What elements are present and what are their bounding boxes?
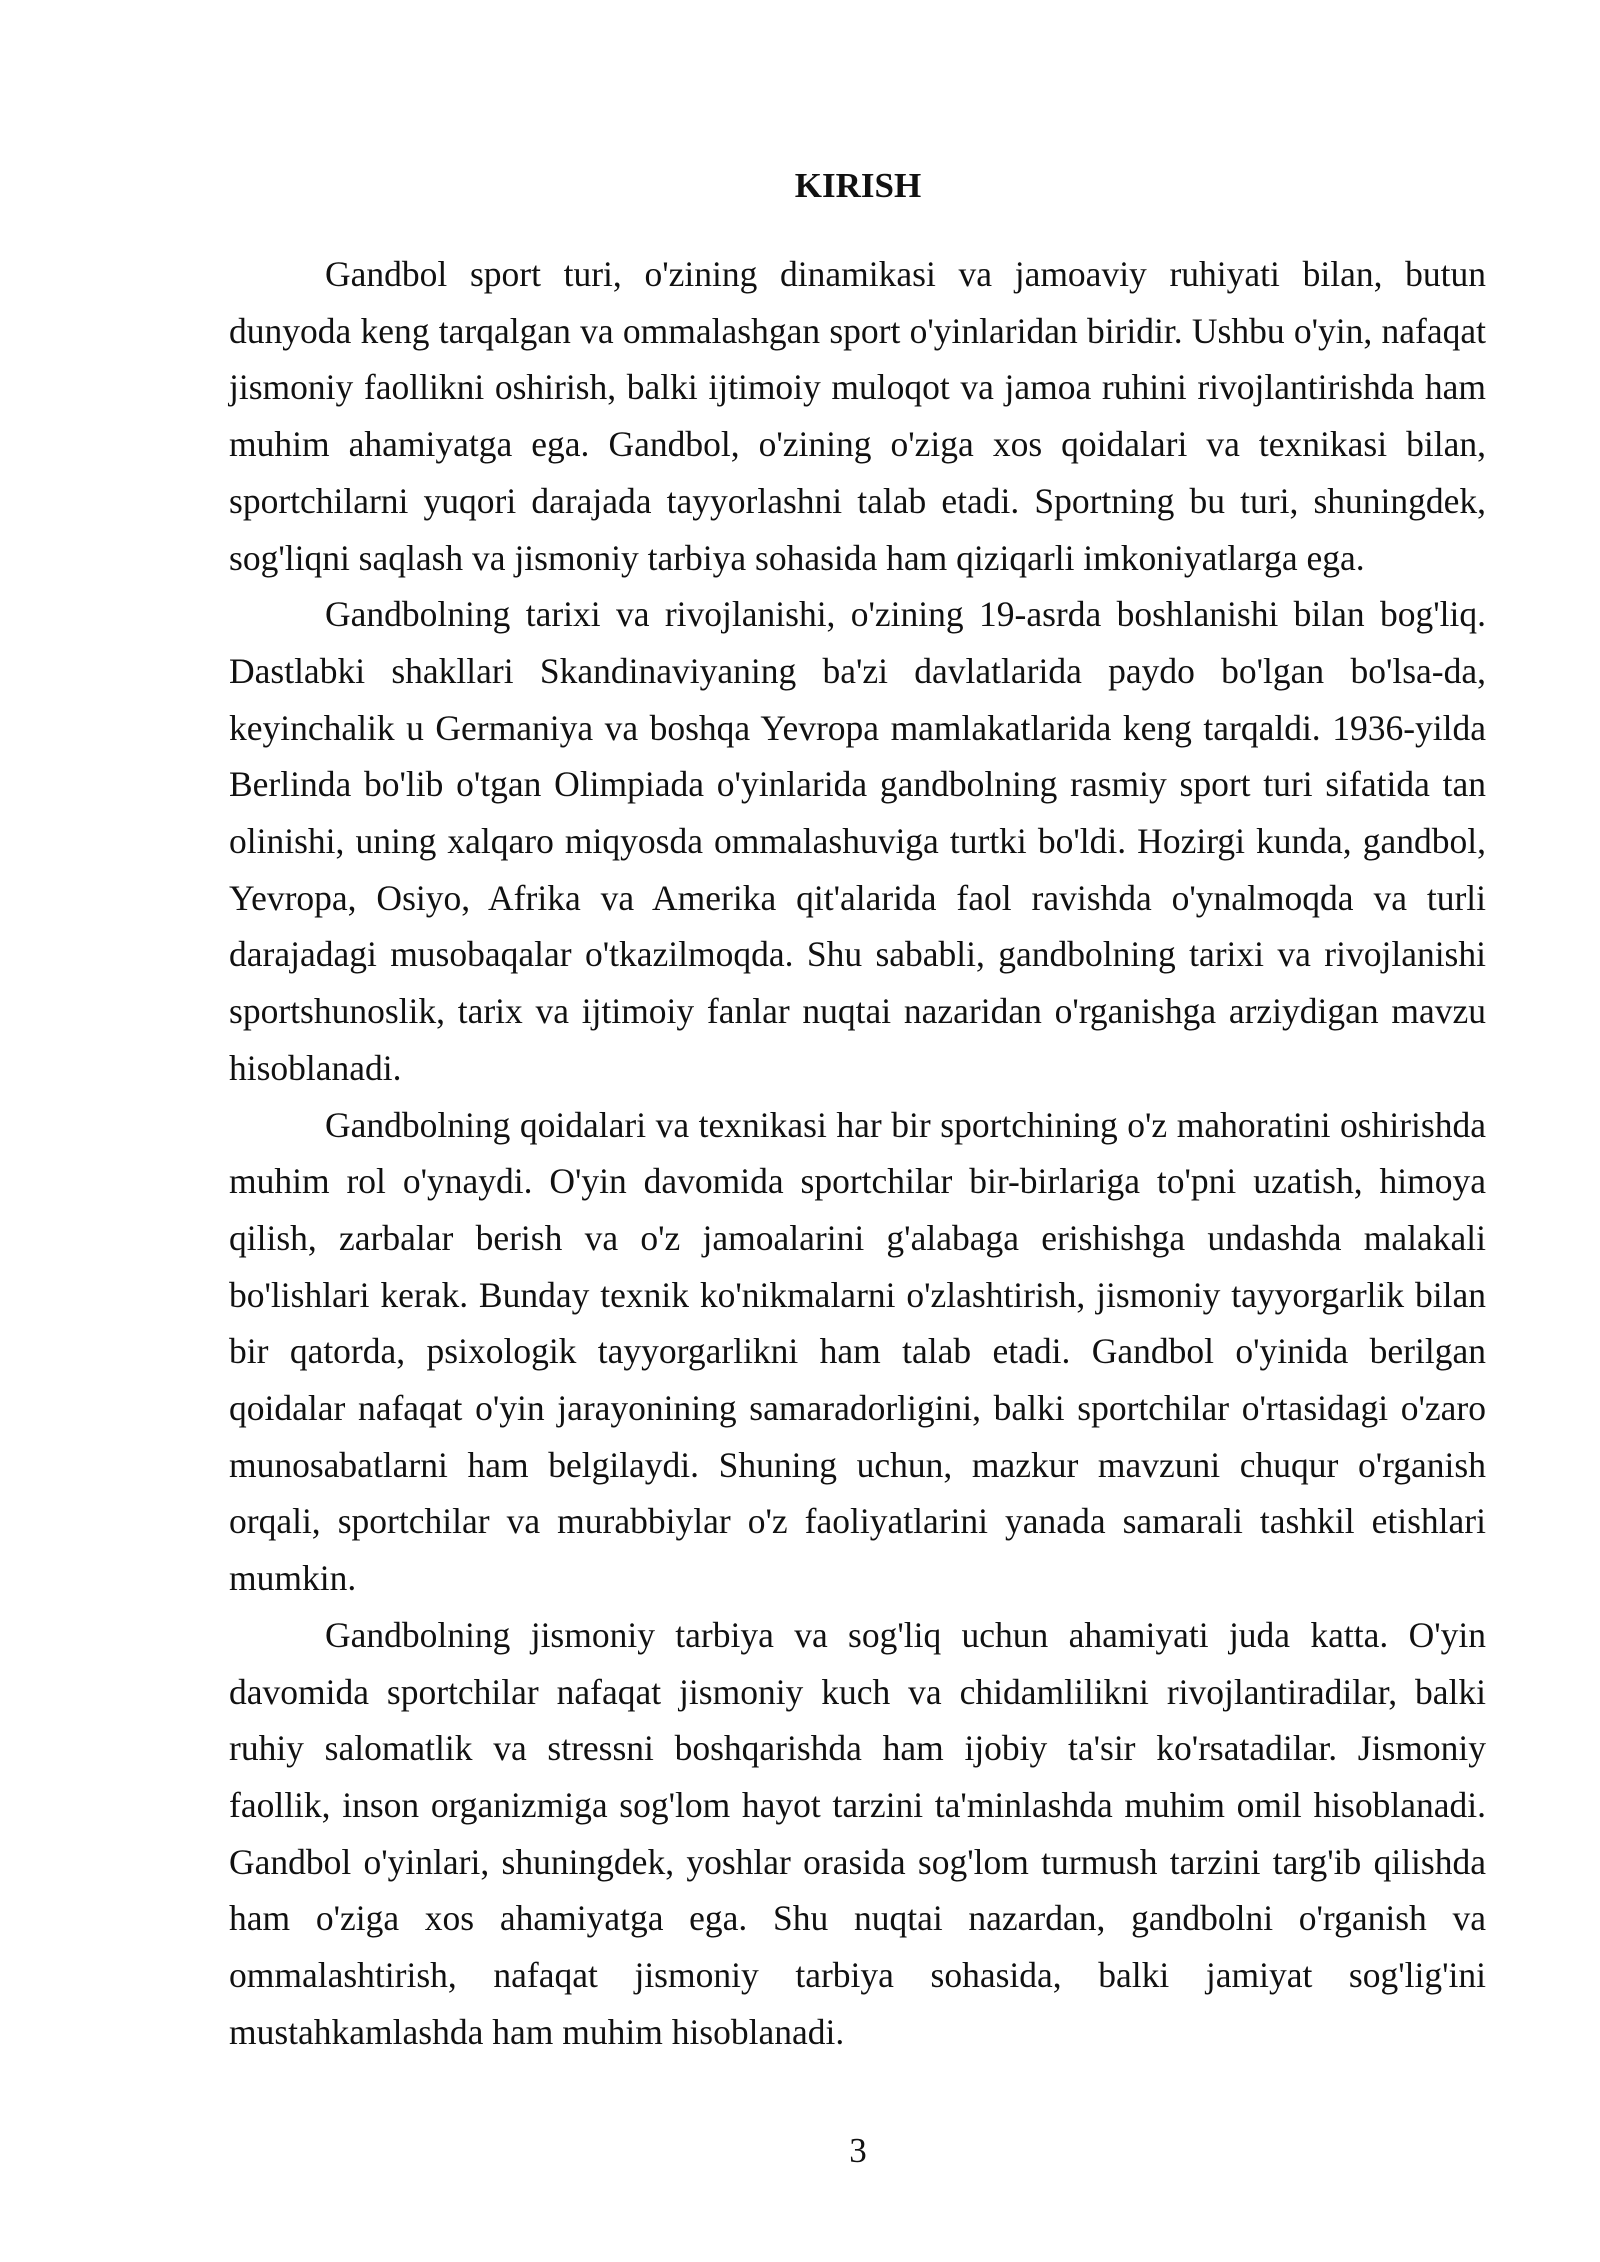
paragraph: Gandbol sport turi, o'zining dinamikasi va jamoaviy ruhiyati bilan, butun dunyoda keng tarqalgan va ommalashgan sport o'yinlaridan biridir. Ushbu o'yin, nafaqat jismoniy faollikni oshirish, balki ijtimoiy muloqot va jamoa ruhini rivojlantirishda ham muhim ahamiyatga ega. Gandbol, o'zining o'ziga xos qoidalari va texnikasi bilan, sportchilarni yuqori darajada tayyorlashni talab etadi. Sportning bu turi, shuningdek, sog'liqni saqlash va jismoniy tarbiya sohasida ham qiziqarli imkoniyatlarga ega.	[229, 254, 1486, 578]
body-text	[229, 246, 1486, 2061]
paragraph: Gandbolning tarixi va rivojlanishi, o'zining 19-asrda boshlanishi bilan bog'liq. Dastlabki shakllari Skandinaviyaning ba'zi davlatlarida paydo bo'lgan bo'lsa-da, keyinchalik u Germaniya va boshqa Yevropa mamlakatlarida keng tarqaldi. 1936-yilda Berlinda bo'lib o'tgan Olimpiada o'yinlarida gandbolning rasmiy sport turi sifatida tan olinishi, uning xalqaro miqyosda ommalashuviga turtki bo'ldi. Hozirgi kunda, gandbol, Yevropa, Osiyo, Afrika va Amerika qit'alarida faol ravishda o'ynalmoqda va turli darajadagi musobaqalar o'tkazilmoqda. Shu sababli, gandbolning tarixi va rivojlanishi sportshunoslik, tarix va ijtimoiy fanlar nuqtai nazaridan o'rganishga arziydigan mavzu hisoblanadi.	[229, 594, 1486, 1088]
paragraph: Gandbolning qoidalari va texnikasi har bir sportchining o'z mahoratini oshirishda muhim rol o'ynaydi. O'yin davomida sportchilar bir-birlariga to'pni uzatish, himoya qilish, zarbalar berish va o'z jamoalarini g'alabaga erishishga undashda malakali bo'lishlari kerak. Bunday texnik ko'nikmalarni o'zlashtirish, jismoniy tayyorgarlik bilan bir qatorda, psixologik tayyorgarlikni ham talab etadi. Gandbol o'yinida berilgan qoidalar nafaqat o'yin jarayonining samaradorligini, balki sportchilar o'rtasidagi o'zaro munosabatlarni ham belgilaydi. Shuning uchun, mazkur mavzuni chuqur o'rganish orqali, sportchilar va murabbiylar o'z faoliyatlarini yanada samarali tashkil etishlari mumkin.	[229, 1104, 1486, 1599]
page-number: 3	[849, 2131, 867, 2170]
paragraph: Gandbolning jismoniy tarbiya va sog'liq uchun ahamiyati juda katta. O'yin davomida sportchilar nafaqat jismoniy kuch va chidamlilikni rivojlantiradilar, balki ruhiy salomatlik va stressni boshqarishda ham ijobiy ta'sir ko'rsatadilar. Jismoniy faollik, inson organizmiga sog'lom hayot tarzini ta'minlashda muhim omil hisoblanadi. Gandbol o'yinlari, shuningdek, yoshlar orasida sog'lom turmush tarzini targ'ib qilishda ham o'ziga xos ahamiyatga ega. Shu nuqtai nazardan, gandbolni o'rganish va ommalashtirish, nafaqat jismoniy tarbiya sohasida, balki jamiyat sog'lig'ini mustahkamlashda ham muhim hisoblanadi.	[229, 1614, 1486, 2052]
section-heading: KIRISH	[794, 166, 922, 205]
